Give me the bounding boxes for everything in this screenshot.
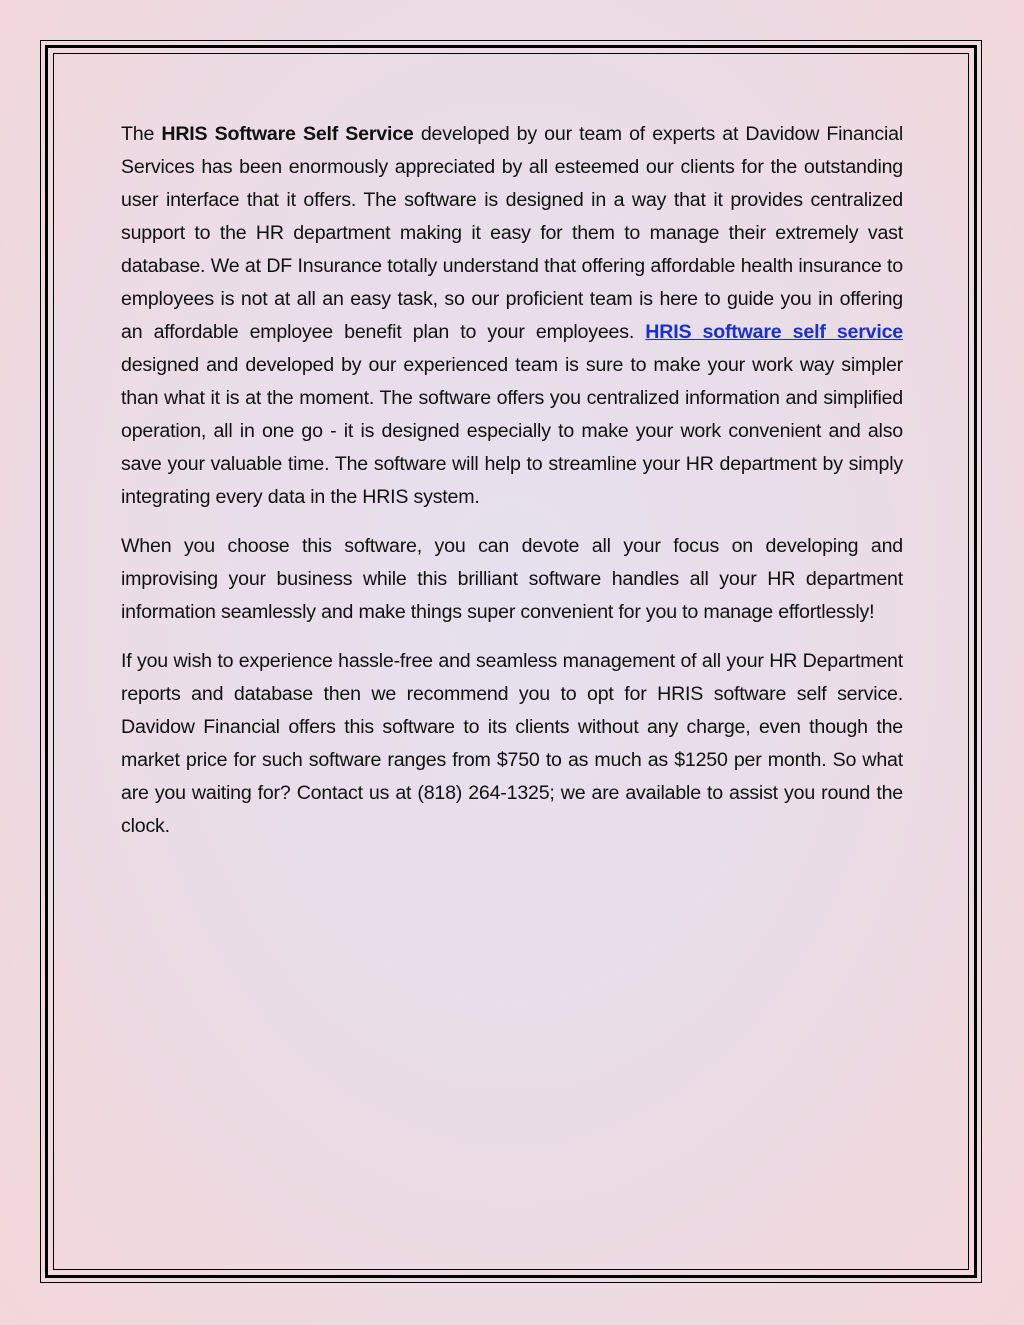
paragraph-3: If you wish to experience hassle-free and seamless management of all your HR Department reports and database then we recommend you to opt for HRIS software self service. Davidow Financial offers this software to its clients without any charge, even though the market price for such software ranges from $750 to as much as $1250 per month. So what are you waiting for? Contact us at (818) 264-1325; we are available to assist you round the clock. — [121, 650, 903, 837]
document-body — [121, 118, 903, 859]
hris-software-self-service-link[interactable]: HRIS software self service — [645, 321, 904, 343]
paragraph-1-end: designed and developed by our experienced team is sure to make your work way simpler than what it is at the moment. The software offers you centralized information and simplified operation, all in one go - it is designed especially to make your work convenient and also save your valuable time. The software will help to streamline your HR department by simply integrating every data in the HRIS system. — [121, 354, 903, 508]
hris-software-self-service-term: HRIS Software Self Service — [161, 123, 414, 145]
paragraph-1-middle: developed by our team of experts at Davidow Financial Services has been enormously appreciated by all esteemed our clients for the outstanding user interface that it offers. The software is designed in a way that it provides centralized support to the HR department making it easy for them to manage their extremely vast database. We at DF Insurance totally understand that offering affordable health insurance to employees is not at all an easy task, so our proficient team is here to guide you in offering an affordable employee benefit plan to your employees. — [121, 123, 903, 343]
paragraph-1 — [121, 118, 903, 514]
paragraph-1-intro: The — [121, 123, 162, 145]
paragraph-2: When you choose this software, you can devote all your focus on developing and improvising your business while this brilliant software handles all your HR department information seamlessly and make things super convenient for you to manage effortlessly! — [121, 535, 903, 623]
